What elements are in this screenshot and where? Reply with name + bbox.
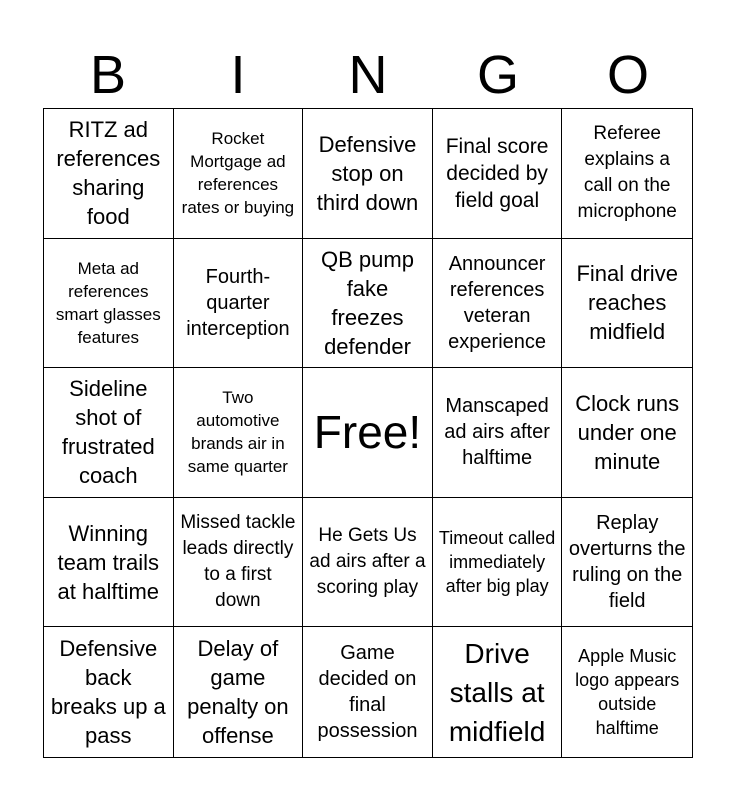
free-space-text: Free! — [313, 406, 422, 459]
bingo-cell-text: Winning team trails at halftime — [57, 520, 160, 604]
bingo-cell[interactable] — [433, 498, 563, 628]
bingo-cell[interactable] — [174, 239, 304, 369]
bingo-cell-text: Referee explains a call on the microphone — [577, 123, 677, 223]
bingo-cell-text: Defensive back breaks up a pass — [50, 636, 166, 749]
bingo-card-grid — [43, 108, 693, 758]
bingo-cell[interactable] — [562, 498, 692, 628]
header-letter-i: I — [230, 45, 246, 105]
bingo-cell[interactable] — [174, 109, 304, 239]
bingo-cell[interactable] — [174, 627, 304, 757]
header-letter-n: N — [348, 45, 388, 105]
bingo-cell[interactable] — [303, 109, 433, 239]
bingo-cell-text: Announcer references veteran experience — [448, 252, 547, 353]
bingo-cell-text: Delay of game penalty on offense — [187, 636, 289, 749]
bingo-cell-text: Two automotive brands air in same quarter — [187, 388, 288, 477]
bingo-cell[interactable] — [433, 109, 563, 239]
bingo-cell[interactable] — [44, 239, 174, 369]
bingo-cell-text: Meta ad references smart glasses features — [55, 258, 161, 347]
bingo-header — [43, 42, 693, 108]
bingo-cell-text: Clock runs under one minute — [575, 390, 680, 474]
bingo-cell[interactable] — [433, 239, 563, 369]
bingo-cell-text: Defensive stop on third down — [316, 131, 419, 215]
bingo-cell[interactable] — [562, 627, 692, 757]
bingo-cell-text: QB pump fake freezes defender — [321, 246, 414, 359]
bingo-cell-text: RITZ ad references sharing food — [56, 117, 161, 230]
bingo-cell-text: Final drive reaches midfield — [576, 261, 678, 345]
bingo-cell[interactable] — [303, 239, 433, 369]
bingo-cell[interactable] — [562, 368, 692, 498]
bingo-cell-text: Missed tackle leads directly to a first down — [180, 512, 296, 612]
bingo-cell-text: Game decided on final possession — [317, 642, 418, 743]
bingo-cell[interactable] — [174, 368, 304, 498]
bingo-cell-text: Fourth-quarter interception — [186, 265, 290, 340]
bingo-cell-text: Replay overturns the ruling on the field — [568, 512, 686, 613]
bingo-cell-text: Manscaped ad airs after halftime — [444, 395, 550, 470]
bingo-cell[interactable] — [562, 109, 692, 239]
bingo-cell[interactable] — [433, 368, 563, 498]
bingo-cell-text: Timeout called immediately after big play — [438, 528, 556, 597]
bingo-cell[interactable] — [44, 627, 174, 757]
bingo-cell[interactable] — [174, 498, 304, 628]
bingo-cell-text: He Gets Us ad airs after a scoring play — [309, 525, 426, 599]
bingo-cell-text: Sideline shot of frustrated coach — [61, 376, 155, 489]
bingo-cell[interactable] — [44, 498, 174, 628]
bingo-cell[interactable] — [44, 109, 174, 239]
bingo-cell[interactable] — [44, 368, 174, 498]
header-letter-g: G — [476, 45, 519, 105]
bingo-free-space[interactable] — [303, 368, 433, 498]
header-letter-b: B — [89, 45, 127, 105]
bingo-cell-text: Rocket Mortgage ad references rates or buying — [181, 129, 295, 218]
bingo-cell[interactable] — [303, 627, 433, 757]
bingo-cell-text: Final score decided by field goal — [445, 134, 549, 212]
bingo-cell-text: Apple Music logo appears outside halftime — [575, 646, 680, 739]
bingo-cell[interactable] — [562, 239, 692, 369]
bingo-cell[interactable] — [433, 627, 563, 757]
bingo-cell-text: Drive stalls at midfield — [448, 637, 546, 747]
header-letter-o: O — [606, 45, 649, 105]
bingo-cell[interactable] — [303, 498, 433, 628]
